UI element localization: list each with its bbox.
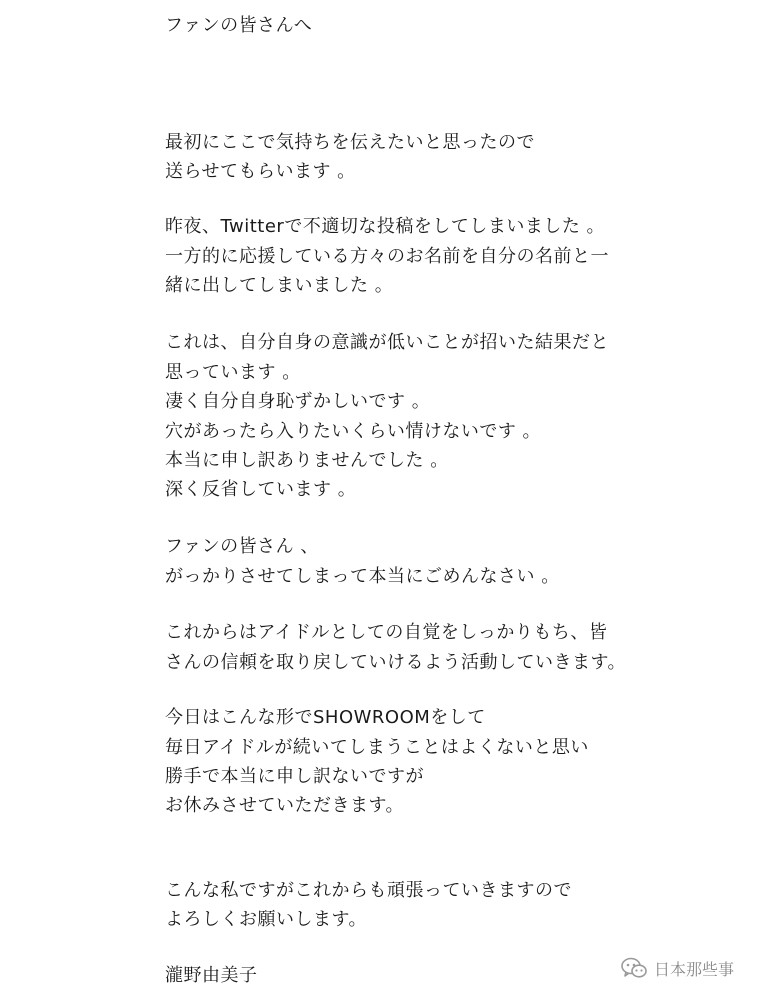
- letter-line: 深く反省しています 。: [165, 479, 357, 500]
- letter-line: よろしくお願いします。: [165, 909, 368, 930]
- letter-line: 思っています 。: [165, 362, 301, 383]
- letter-line: 一方的に応援している方々のお名前を自分の名前と一: [165, 246, 609, 267]
- letter-line: 凄く自分自身恥ずかしいです 。: [165, 391, 431, 412]
- letter-line: これは、自分自身の意識が低いことが招いた結果だと: [165, 332, 609, 353]
- letter-line: 穴があったら入りたいくらい情けないです 。: [165, 421, 542, 442]
- letter-line: 緒に出してしまいました 。: [165, 275, 394, 296]
- letter-line: こんな私ですがこれからも頑張っていきますので: [165, 880, 572, 901]
- letter-line: 本当に申し訳ありませんでした 。: [165, 450, 449, 471]
- letter-line: 最初にここで気持ちを伝えたいと思ったので: [165, 132, 535, 153]
- wechat-icon: [620, 956, 648, 980]
- letter-line: 送らせてもらいます 。: [165, 161, 356, 182]
- letter-line: ファンの皆さん 、: [165, 536, 319, 557]
- letter-line: これからはアイドルとしての自覚をしっかりもち、皆: [165, 622, 608, 643]
- letter-line: 毎日アイドルが続いてしまうことはよくないと思い: [165, 737, 589, 758]
- letter-line: お休みさせていただきます。: [165, 795, 405, 816]
- watermark: [620, 955, 734, 981]
- letter-line: がっかりさせてしまって本当にごめんなさい 。: [165, 566, 560, 587]
- letter-line: 勝手で本当に申し訳ないですが: [165, 766, 424, 787]
- letter-signature: 瀧野由美子: [165, 965, 258, 986]
- letter-line: 昨夜、Twitterで不適切な投稿をしてしまいました 。: [165, 216, 606, 237]
- watermark-text: 日本那些事: [654, 959, 735, 979]
- letter-line: 今日はこんな形でSHOWROOMをして: [165, 707, 486, 728]
- letter-line: さんの信頼を取り戻していけるよう活動していきます。: [165, 652, 627, 673]
- letter-salutation: ファンの皆さんへ: [165, 15, 313, 36]
